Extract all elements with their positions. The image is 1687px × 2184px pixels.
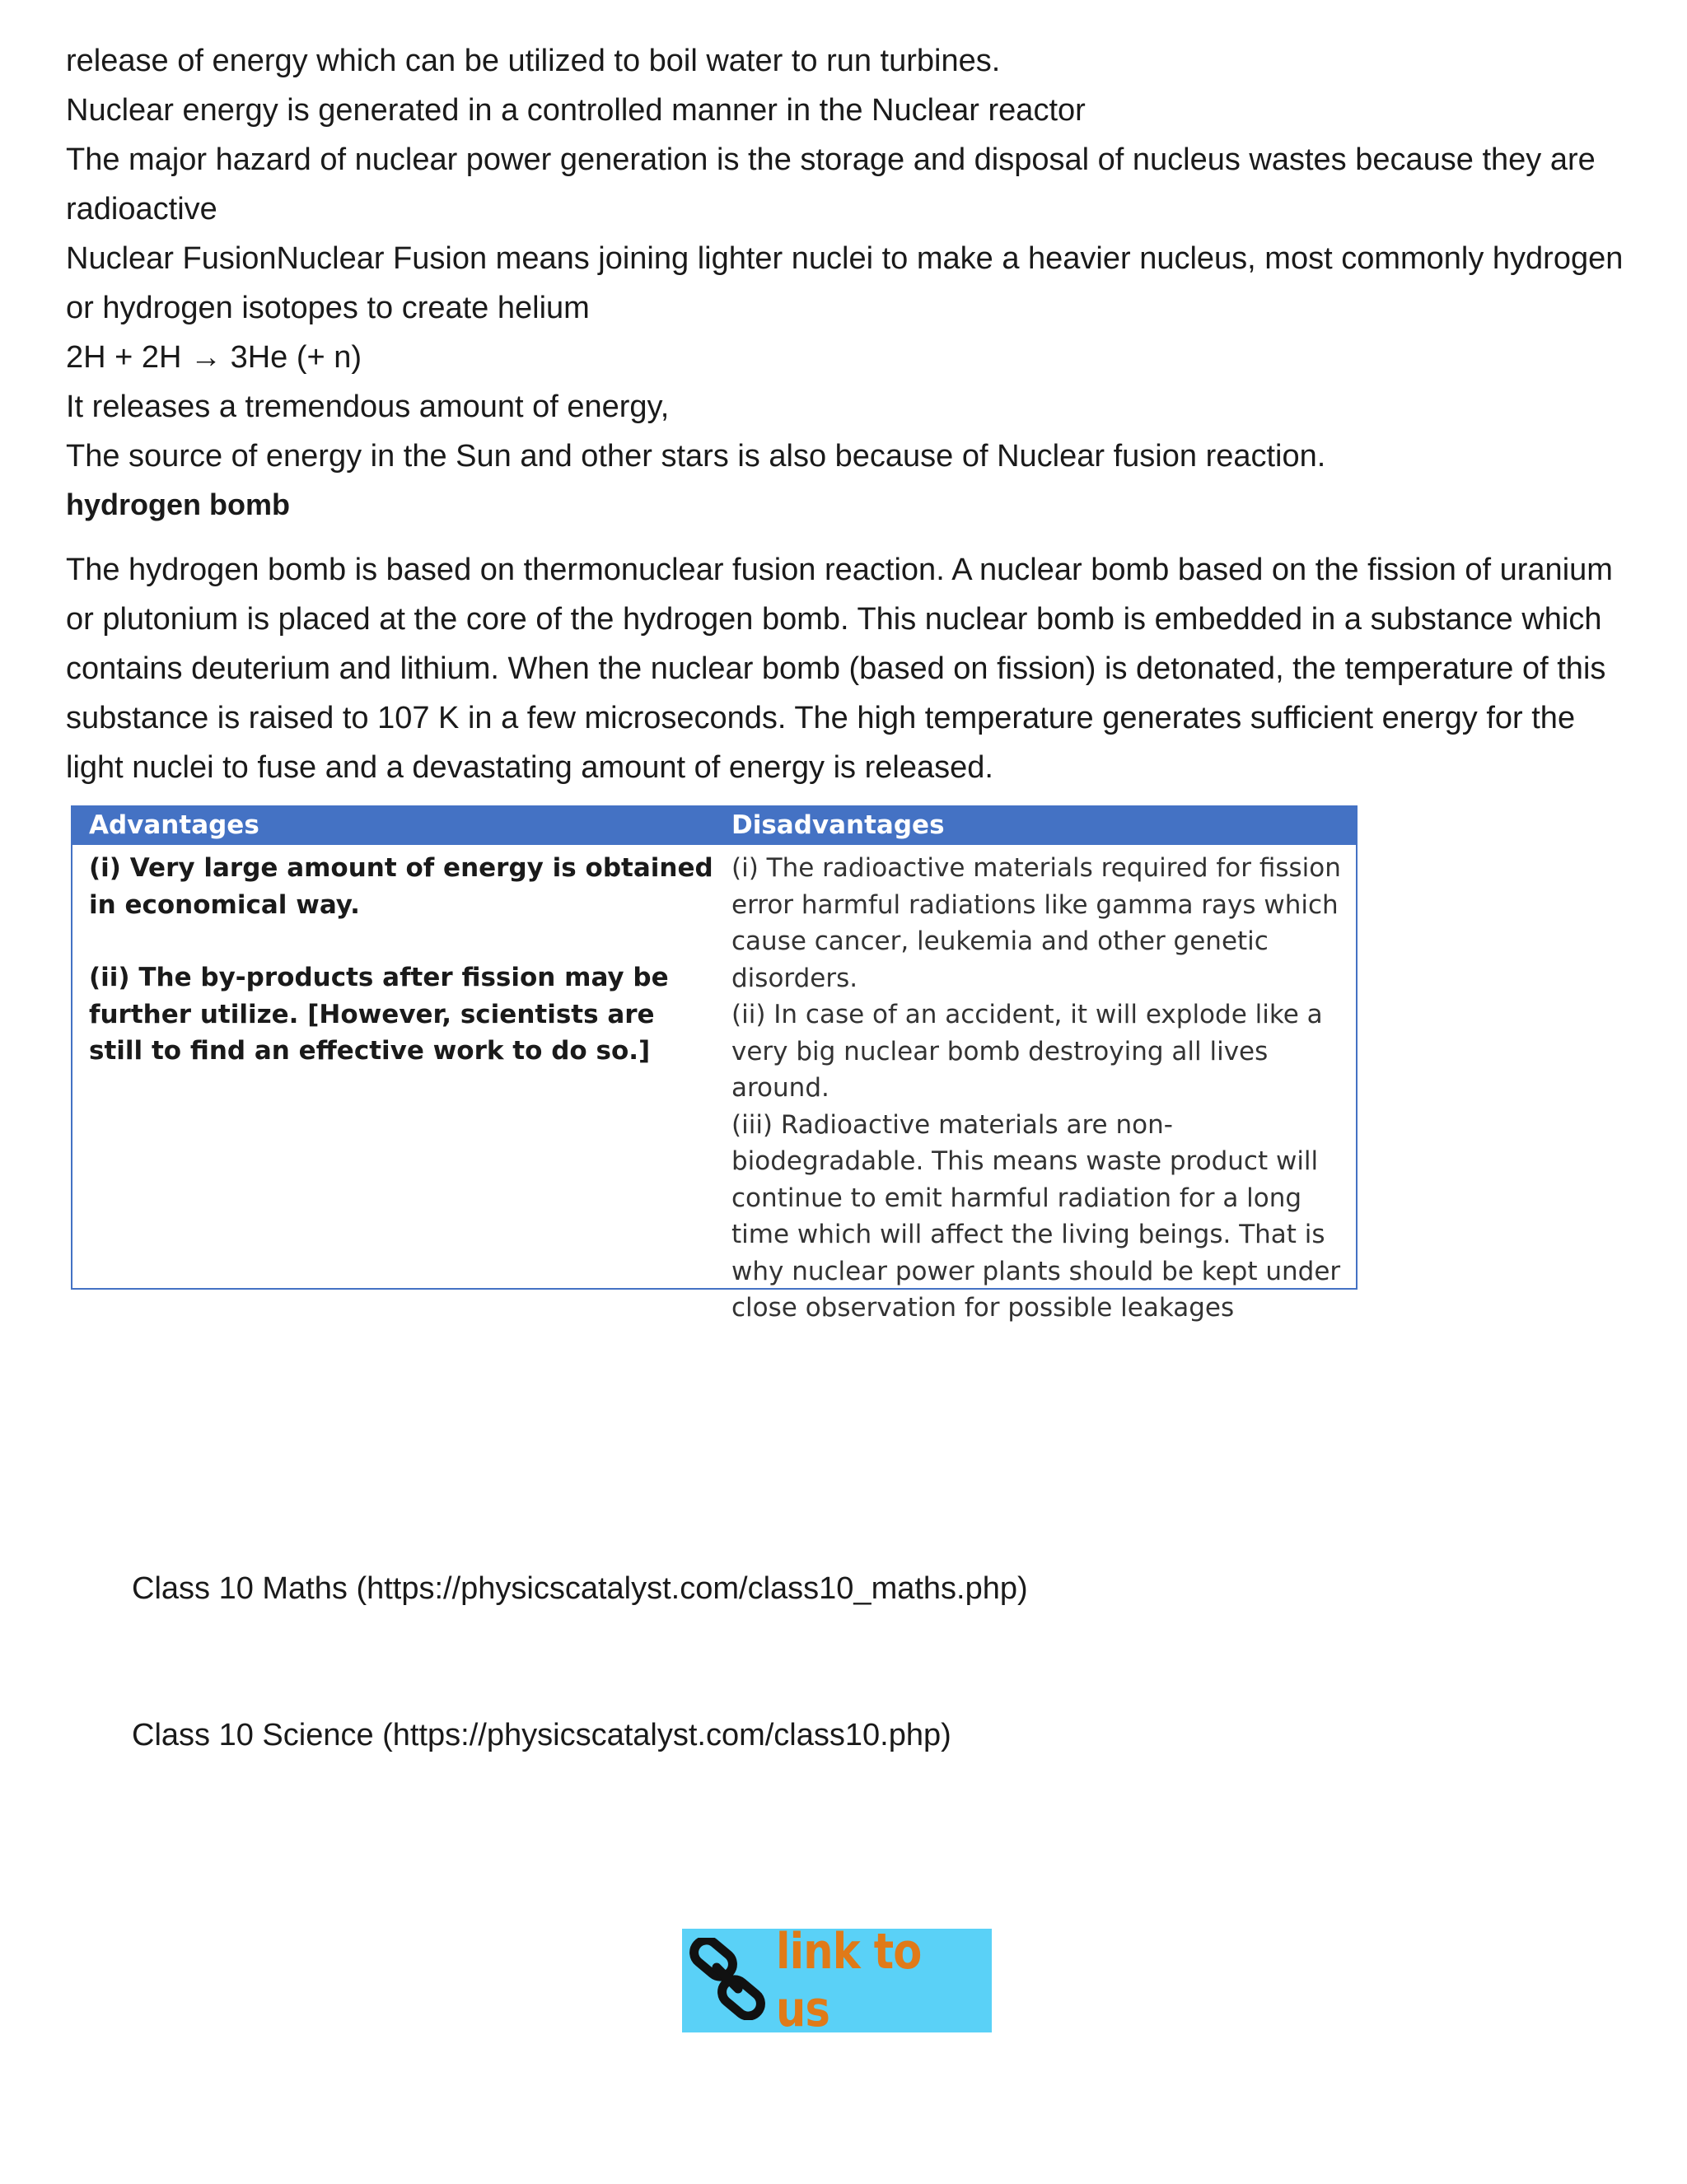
intro-line: The major hazard of nuclear power generation is the storage and disposal of nucleus wastes because they are radioactive <box>66 142 1596 226</box>
advantage-item: (ii) The by-products after fission may be further utilize. [However, scientists are still to find an effective work to do so.] <box>89 963 669 1066</box>
link-to-us-badge[interactable] <box>682 1923 992 2038</box>
disadvantage-item: (i) The radioactive materials required for fission error harmful radiations like gamma rays which cause cancer, leukemia and other genetic disorders. <box>731 853 1341 993</box>
hydrogen-bomb-paragraph: The hydrogen bomb is based on thermonuclear fusion reaction. A nuclear bomb based on the fission of uranium or plutonium is placed at the core of the hydrogen bomb. This nuclear bomb is embedded in a substance which contains deuterium and lithium. When the nuclear bomb (based on fission) is detonated, the temperature of this substance is raised to 107 K in a few microseconds. The high temperature generates sufficient energy for the light nuclei to fuse and a devastating amount of energy is released. <box>66 553 1613 785</box>
class10-science-link[interactable]: Class 10 Science (https://physicscatalyst.com/class10.php) <box>132 1718 951 1752</box>
intro-line: Nuclear energy is generated in a controlled manner in the Nuclear reactor <box>66 93 1086 128</box>
intro-text <box>66 36 1631 481</box>
intro-line: release of energy which can be utilized to boil water to run turbines. <box>66 44 1001 78</box>
class10-maths-link[interactable]: Class 10 Maths (https://physicscatalyst.com/class10_maths.php) <box>132 1571 1028 1606</box>
disadvantage-item: (iii) Radioactive materials are non- biodegradable. This means waste product will continue to emit harmful radiation for a long time which will affect the living beings. That is why nuclear power plants should be kept under close observation for possible leakages <box>731 1109 1341 1323</box>
advantages-column <box>89 850 715 1106</box>
intro-line: It releases a tremendous amount of energy, <box>66 390 670 424</box>
intro-line: Nuclear FusionNuclear Fusion means joining lighter nuclei to make a heavier nucleus, most commonly hydrogen or hydrogen isotopes to create helium <box>66 241 1624 325</box>
header-disadvantages: Disadvantages <box>731 810 945 840</box>
disadvantages-column <box>731 850 1351 1327</box>
badge-label: link to us <box>776 1923 922 2038</box>
advantage-item: (i) Very large amount of energy is obtained in economical way. <box>89 853 713 920</box>
disadvantage-item: (ii) In case of an accident, it will explode like a very big nuclear bomb destroying all lives around. <box>731 1000 1323 1103</box>
intro-line: The source of energy in the Sun and other stars is also because of Nuclear fusion reaction. <box>66 439 1326 474</box>
table-header-row <box>72 807 1356 845</box>
advantages-disadvantages-table <box>71 805 1358 1323</box>
section-heading: hydrogen bomb <box>66 488 290 521</box>
header-advantages: Advantages <box>89 810 259 840</box>
intro-line: 2H + 2H → 3He (+ n) <box>66 340 362 375</box>
chain-link-icon <box>682 1938 776 2024</box>
